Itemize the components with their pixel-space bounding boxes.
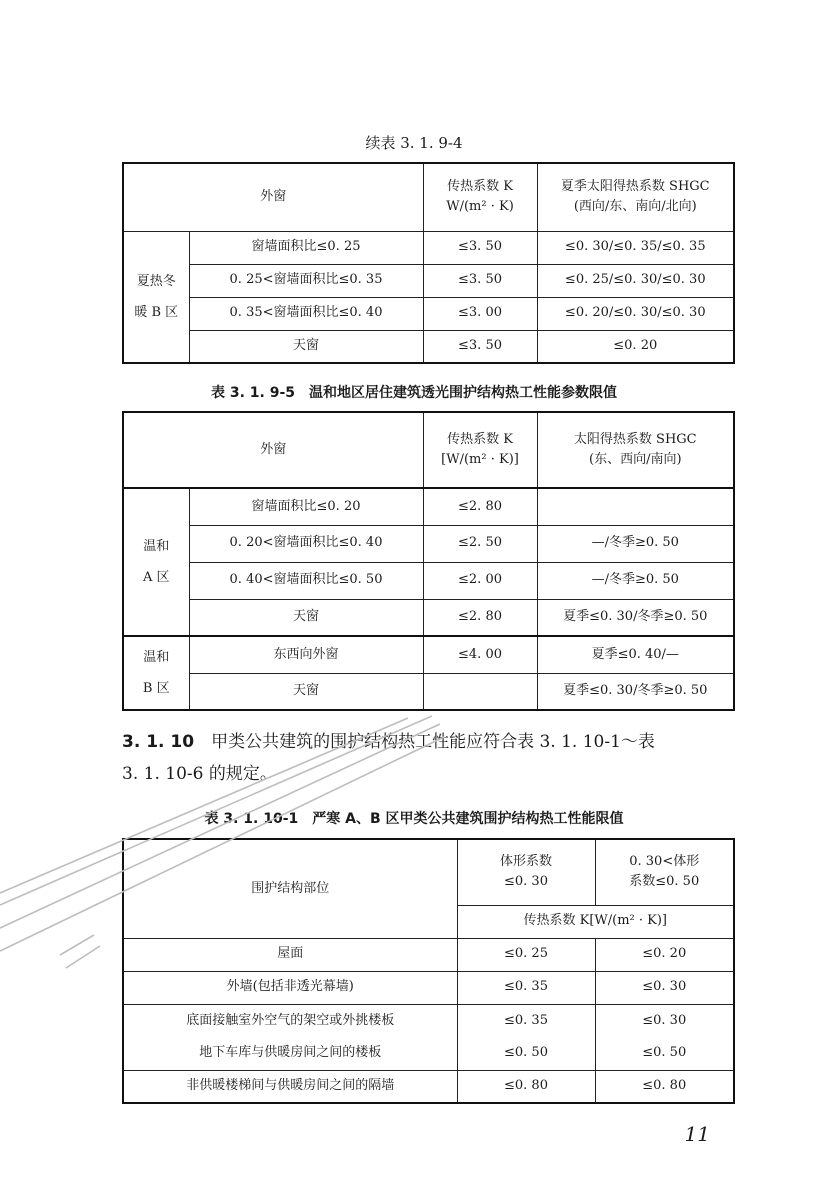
table-cell: 窗墙面积比≤0. 20 <box>189 488 423 525</box>
table1-header-item: 外窗 <box>123 163 423 231</box>
table-cell: ≤0. 80 <box>595 1070 734 1103</box>
table-cell: 东西向外窗 <box>189 636 423 673</box>
table2-header-k: 传热系数 K [W/(m² · K)] <box>423 412 537 488</box>
table-row <box>123 330 734 363</box>
table-cell: ≤0. 35 <box>457 1004 595 1037</box>
table-cell: 天窗 <box>189 599 423 636</box>
table-row <box>123 264 734 297</box>
table-cell: ≤2. 50 <box>423 525 537 562</box>
table-row <box>123 525 734 562</box>
clause-paragraph <box>122 726 742 790</box>
table3-header-k: 传热系数 K[W/(m² · K)] <box>457 905 734 938</box>
table-cell: ≤0. 20/≤0. 30/≤0. 30 <box>537 297 734 330</box>
table-cell: ≤0. 20 <box>595 938 734 971</box>
table-row <box>123 488 734 525</box>
table-cell: ≤4. 00 <box>423 636 537 673</box>
table-cell: 0. 25<窗墙面积比≤0. 35 <box>189 264 423 297</box>
table1-caption: 续表 3. 1. 9-4 <box>365 134 463 152</box>
table2-zone-b: 温和 B 区 <box>123 636 189 710</box>
table-row <box>123 971 734 1004</box>
table-row <box>123 599 734 636</box>
table-cell: —/冬季≥0. 50 <box>537 525 734 562</box>
table-row <box>123 938 734 971</box>
table-cell: 0. 20<窗墙面积比≤0. 40 <box>189 525 423 562</box>
table-cell: 夏季≤0. 40/— <box>537 636 734 673</box>
table-cell: ≤3. 50 <box>423 330 537 363</box>
table-cell: ≤0. 30 <box>595 1004 734 1037</box>
table-cell: ≤0. 80 <box>457 1070 595 1103</box>
table-cell: 夏季≤0. 30/冬季≥0. 50 <box>537 673 734 710</box>
page-number: 11 <box>684 1122 710 1146</box>
table1-header-shgc: 夏季太阳得热系数 SHGC (西向/东、南向/北向) <box>537 163 734 231</box>
table3-caption: 表 3. 1. 10-1 严寒 A、B 区甲类公共建筑围护结构热工性能限值 <box>204 811 624 827</box>
table-cell: ≤2. 00 <box>423 562 537 599</box>
table-row <box>123 636 734 673</box>
table-cell: ≤0. 25/≤0. 30/≤0. 30 <box>537 264 734 297</box>
table-cell: 夏季≤0. 30/冬季≥0. 50 <box>537 599 734 636</box>
table-cell: ≤2. 80 <box>423 488 537 525</box>
table3-header-col2: 0. 30<体形 系数≤0. 50 <box>595 839 734 905</box>
table3-header-part: 围护结构部位 <box>123 839 457 938</box>
table-cell: ≤0. 30/≤0. 35/≤0. 35 <box>537 231 734 264</box>
table-row <box>123 562 734 599</box>
table1-header-k: 传热系数 K W/(m² · K) <box>423 163 537 231</box>
table-cell: 天窗 <box>189 330 423 363</box>
table-cell: 地下车库与供暖房间之间的楼板 <box>123 1037 457 1070</box>
table-row <box>123 1070 734 1103</box>
table-cell <box>537 488 734 525</box>
table-cell: ≤0. 35 <box>457 971 595 1004</box>
table-row <box>123 1037 734 1070</box>
table2-header-shgc: 太阳得热系数 SHGC (东、西向/南向) <box>537 412 734 488</box>
table2-zone-a: 温和 A 区 <box>123 488 189 636</box>
table-cell: 0. 40<窗墙面积比≤0. 50 <box>189 562 423 599</box>
table-cell: 外墙(包括非透光幕墙) <box>123 971 457 1004</box>
table-cell: 屋面 <box>123 938 457 971</box>
table2 <box>122 411 735 711</box>
table-cell: 0. 35<窗墙面积比≤0. 40 <box>189 297 423 330</box>
table-cell: ≤2. 80 <box>423 599 537 636</box>
table-row <box>123 673 734 710</box>
table-cell: ≤3. 50 <box>423 231 537 264</box>
table2-caption: 表 3. 1. 9-5 温和地区居住建筑透光围护结构热工性能参数限值 <box>210 385 618 401</box>
table3-header-col1: 体形系数 ≤0. 30 <box>457 839 595 905</box>
table3 <box>122 838 735 1104</box>
table-cell: ≤0. 25 <box>457 938 595 971</box>
table-cell: 窗墙面积比≤0. 25 <box>189 231 423 264</box>
clause-line1: 甲类公共建筑的围护结构热工性能应符合表 3. 1. 10-1～表 <box>211 732 655 752</box>
table-row <box>123 1004 734 1037</box>
table-cell: 非供暖楼梯间与供暖房间之间的隔墙 <box>123 1070 457 1103</box>
table1 <box>122 162 735 364</box>
clause-line2: 3. 1. 10-6 的规定。 <box>122 764 277 784</box>
table-cell: ≤0. 50 <box>595 1037 734 1070</box>
table-cell: ≤3. 50 <box>423 264 537 297</box>
table-cell: ≤0. 50 <box>457 1037 595 1070</box>
table-row <box>123 231 734 264</box>
clause-number: 3. 1. 10 <box>122 732 195 752</box>
table-cell: ≤3. 00 <box>423 297 537 330</box>
table-cell: 底面接触室外空气的架空或外挑楼板 <box>123 1004 457 1037</box>
table-cell <box>423 673 537 710</box>
table2-header-item: 外窗 <box>123 412 423 488</box>
table-cell: 天窗 <box>189 673 423 710</box>
table-cell: ≤0. 30 <box>595 971 734 1004</box>
table-cell: —/冬季≥0. 50 <box>537 562 734 599</box>
table1-zone: 夏热冬 暖 B 区 <box>123 231 189 363</box>
table-cell: ≤0. 20 <box>537 330 734 363</box>
table-row <box>123 297 734 330</box>
